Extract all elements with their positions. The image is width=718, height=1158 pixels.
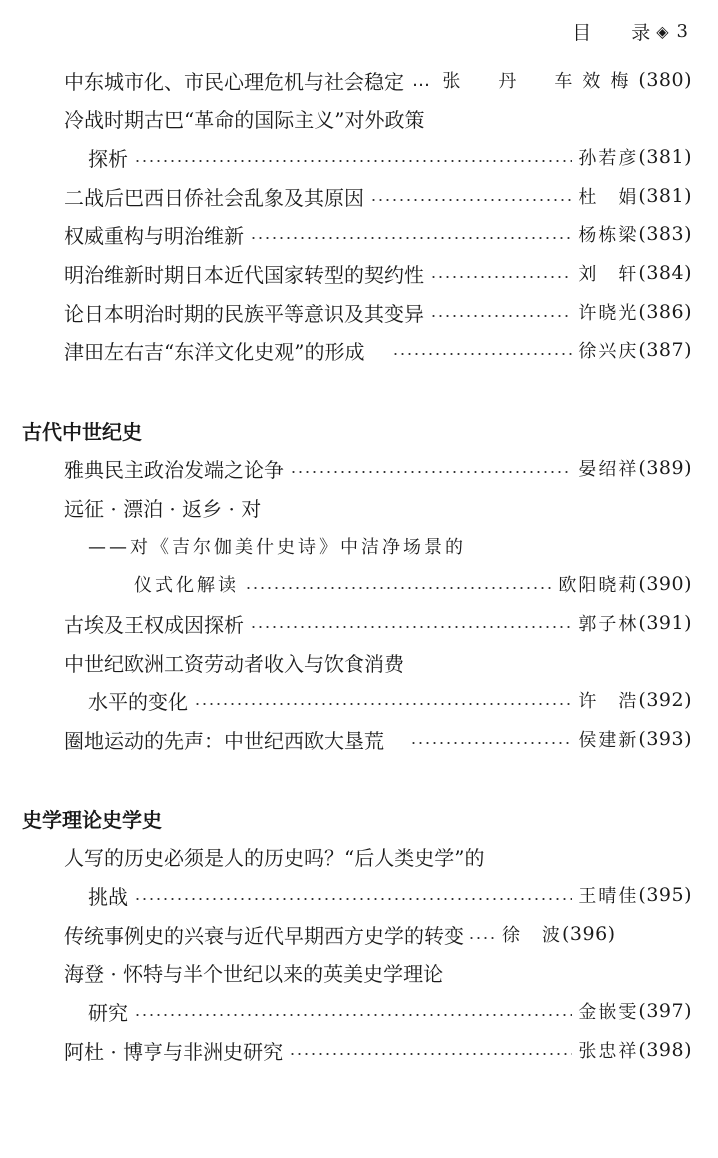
entry-title: 中世纪欧洲工资劳动者收入与饮食消费: [64, 651, 404, 676]
dot-leader: [134, 879, 572, 911]
entry-author: 金嵌雯: [578, 1002, 639, 1023]
entry-author: 欧阳晓莉: [558, 575, 639, 596]
entry-title: 水平的变化: [88, 689, 188, 714]
entry-author: 郭子林: [578, 614, 639, 635]
entry-title: 冷战时期古巴“革命的国际主义”对外政策: [64, 107, 425, 132]
dot-leader: [370, 180, 572, 212]
toc-entry: [88, 879, 692, 911]
entry-title: 挑战: [88, 884, 128, 909]
entry-title: 权威重构与明治维新: [64, 223, 244, 248]
entry-title: 传统事例史的兴衰与近代早期西方史学的转变: [64, 923, 464, 948]
entry-title: 明治维新时期日本近代国家转型的契约性: [64, 262, 424, 287]
dot-leader: [468, 918, 498, 950]
dot-leader: [194, 684, 572, 716]
toc-entry: [64, 646, 692, 678]
dot-leader: [250, 218, 572, 250]
dot-leader: [134, 141, 572, 173]
entry-page: (381): [638, 146, 692, 168]
dot-leader: [392, 334, 572, 366]
dot-leader: [430, 296, 572, 328]
entry-title: 中东城市化、市民心理危机与社会稳定: [64, 69, 404, 94]
toc-entry: [64, 180, 692, 212]
toc-entry: [64, 956, 692, 988]
dot-leader: [290, 452, 572, 484]
toc-entry: [134, 568, 692, 600]
entry-title: 阿杜 · 博亨与非洲史研究: [64, 1039, 284, 1064]
entry-author: 徐 波: [502, 925, 562, 946]
entry-page: (380): [638, 69, 692, 91]
dot-leader: [430, 257, 572, 289]
entry-author: 许 浩: [578, 691, 639, 712]
entry-title: 仪式化解读: [134, 575, 239, 596]
entry-subtitle: ——对《吉尔伽美什史诗》中洁净场景的: [88, 537, 466, 558]
entry-page: (398): [638, 1039, 692, 1061]
entry-title: 论日本明治时期的民族平等意识及其变异: [64, 301, 424, 326]
entry-page: (396): [562, 923, 616, 945]
entry-title: 探析: [88, 146, 128, 171]
dot-leader: [245, 568, 552, 600]
entry-page: (390): [638, 573, 692, 595]
toc-entry: [64, 334, 692, 366]
entry-title: 研究: [88, 1000, 128, 1025]
entry-title: 海登 · 怀特与半个世纪以来的英美史学理论: [64, 961, 444, 986]
dot-leader: [134, 995, 572, 1027]
toc-entry: [64, 296, 692, 328]
entry-page: (384): [638, 262, 692, 284]
toc-entry: [64, 607, 692, 639]
toc-entry: [64, 1034, 692, 1066]
toc-entry: [64, 102, 692, 134]
section-heading: 古代中世纪史: [22, 419, 142, 444]
toc-entry: [88, 684, 692, 716]
entry-author: 张忠祥: [578, 1041, 639, 1062]
entry-author: 张 丹 车效梅: [442, 71, 639, 92]
entry-author: 晏绍祥: [578, 459, 639, 480]
entry-author: 孙若彦: [578, 148, 639, 169]
section-heading: 史学理论史学史: [22, 807, 162, 832]
entry-author: 许晓光: [578, 303, 639, 324]
toc-entry: [64, 840, 692, 872]
page-number: 3: [676, 20, 688, 42]
entry-page: (393): [638, 728, 692, 750]
entry-page: (387): [638, 339, 692, 361]
entry-author: 王晴佳: [578, 886, 639, 907]
entry-title: 津田左右吉“东洋文化史观”的形成: [64, 339, 365, 364]
entry-page: (389): [638, 457, 692, 479]
toc-entry-subtitle: [88, 530, 692, 562]
entry-page: (392): [638, 689, 692, 711]
toc-entry: [64, 218, 692, 250]
header-label-lu: 录: [631, 21, 651, 44]
entry-page: (383): [638, 223, 692, 245]
entry-title: 圈地运动的先声：中世纪西欧大垦荒: [64, 728, 384, 753]
entry-title: 人写的历史必须是人的历史吗？“后人类史学”的: [64, 845, 485, 870]
toc-entry: [64, 452, 692, 484]
entry-author: 杨栋梁: [578, 225, 639, 246]
diamond-icon: ◈: [656, 21, 669, 41]
toc-entry: [64, 918, 692, 950]
entry-title: 古埃及王权成因探析: [64, 612, 244, 637]
entry-title: 雅典民主政治发端之论争: [64, 457, 284, 482]
toc-entry: [64, 723, 692, 755]
entry-page: (391): [638, 612, 692, 634]
header-label-mu: 目: [572, 21, 592, 44]
entry-leader: …: [412, 69, 436, 91]
running-header: [572, 16, 688, 46]
toc-entry: [64, 64, 692, 96]
entry-author: 刘 轩: [578, 264, 639, 285]
entry-page: (397): [638, 1000, 692, 1022]
toc-entry: [64, 491, 692, 523]
entry-page: (386): [638, 301, 692, 323]
entry-title: 远征 · 漂泊 · 返乡 · 对: [64, 496, 262, 521]
toc-entry: [64, 257, 692, 289]
entry-author: 杜 娟: [578, 187, 639, 208]
entry-page: (381): [638, 185, 692, 207]
toc-entry: [88, 995, 692, 1027]
dot-leader: [250, 607, 572, 639]
entry-page: (395): [638, 884, 692, 906]
dot-leader: [289, 1034, 572, 1066]
toc-entry: [88, 141, 692, 173]
entry-author: 徐兴庆: [578, 341, 639, 362]
entry-author: 侯建新: [578, 730, 639, 751]
dot-leader: [410, 723, 572, 755]
entry-title: 二战后巴西日侨社会乱象及其原因: [64, 185, 364, 210]
